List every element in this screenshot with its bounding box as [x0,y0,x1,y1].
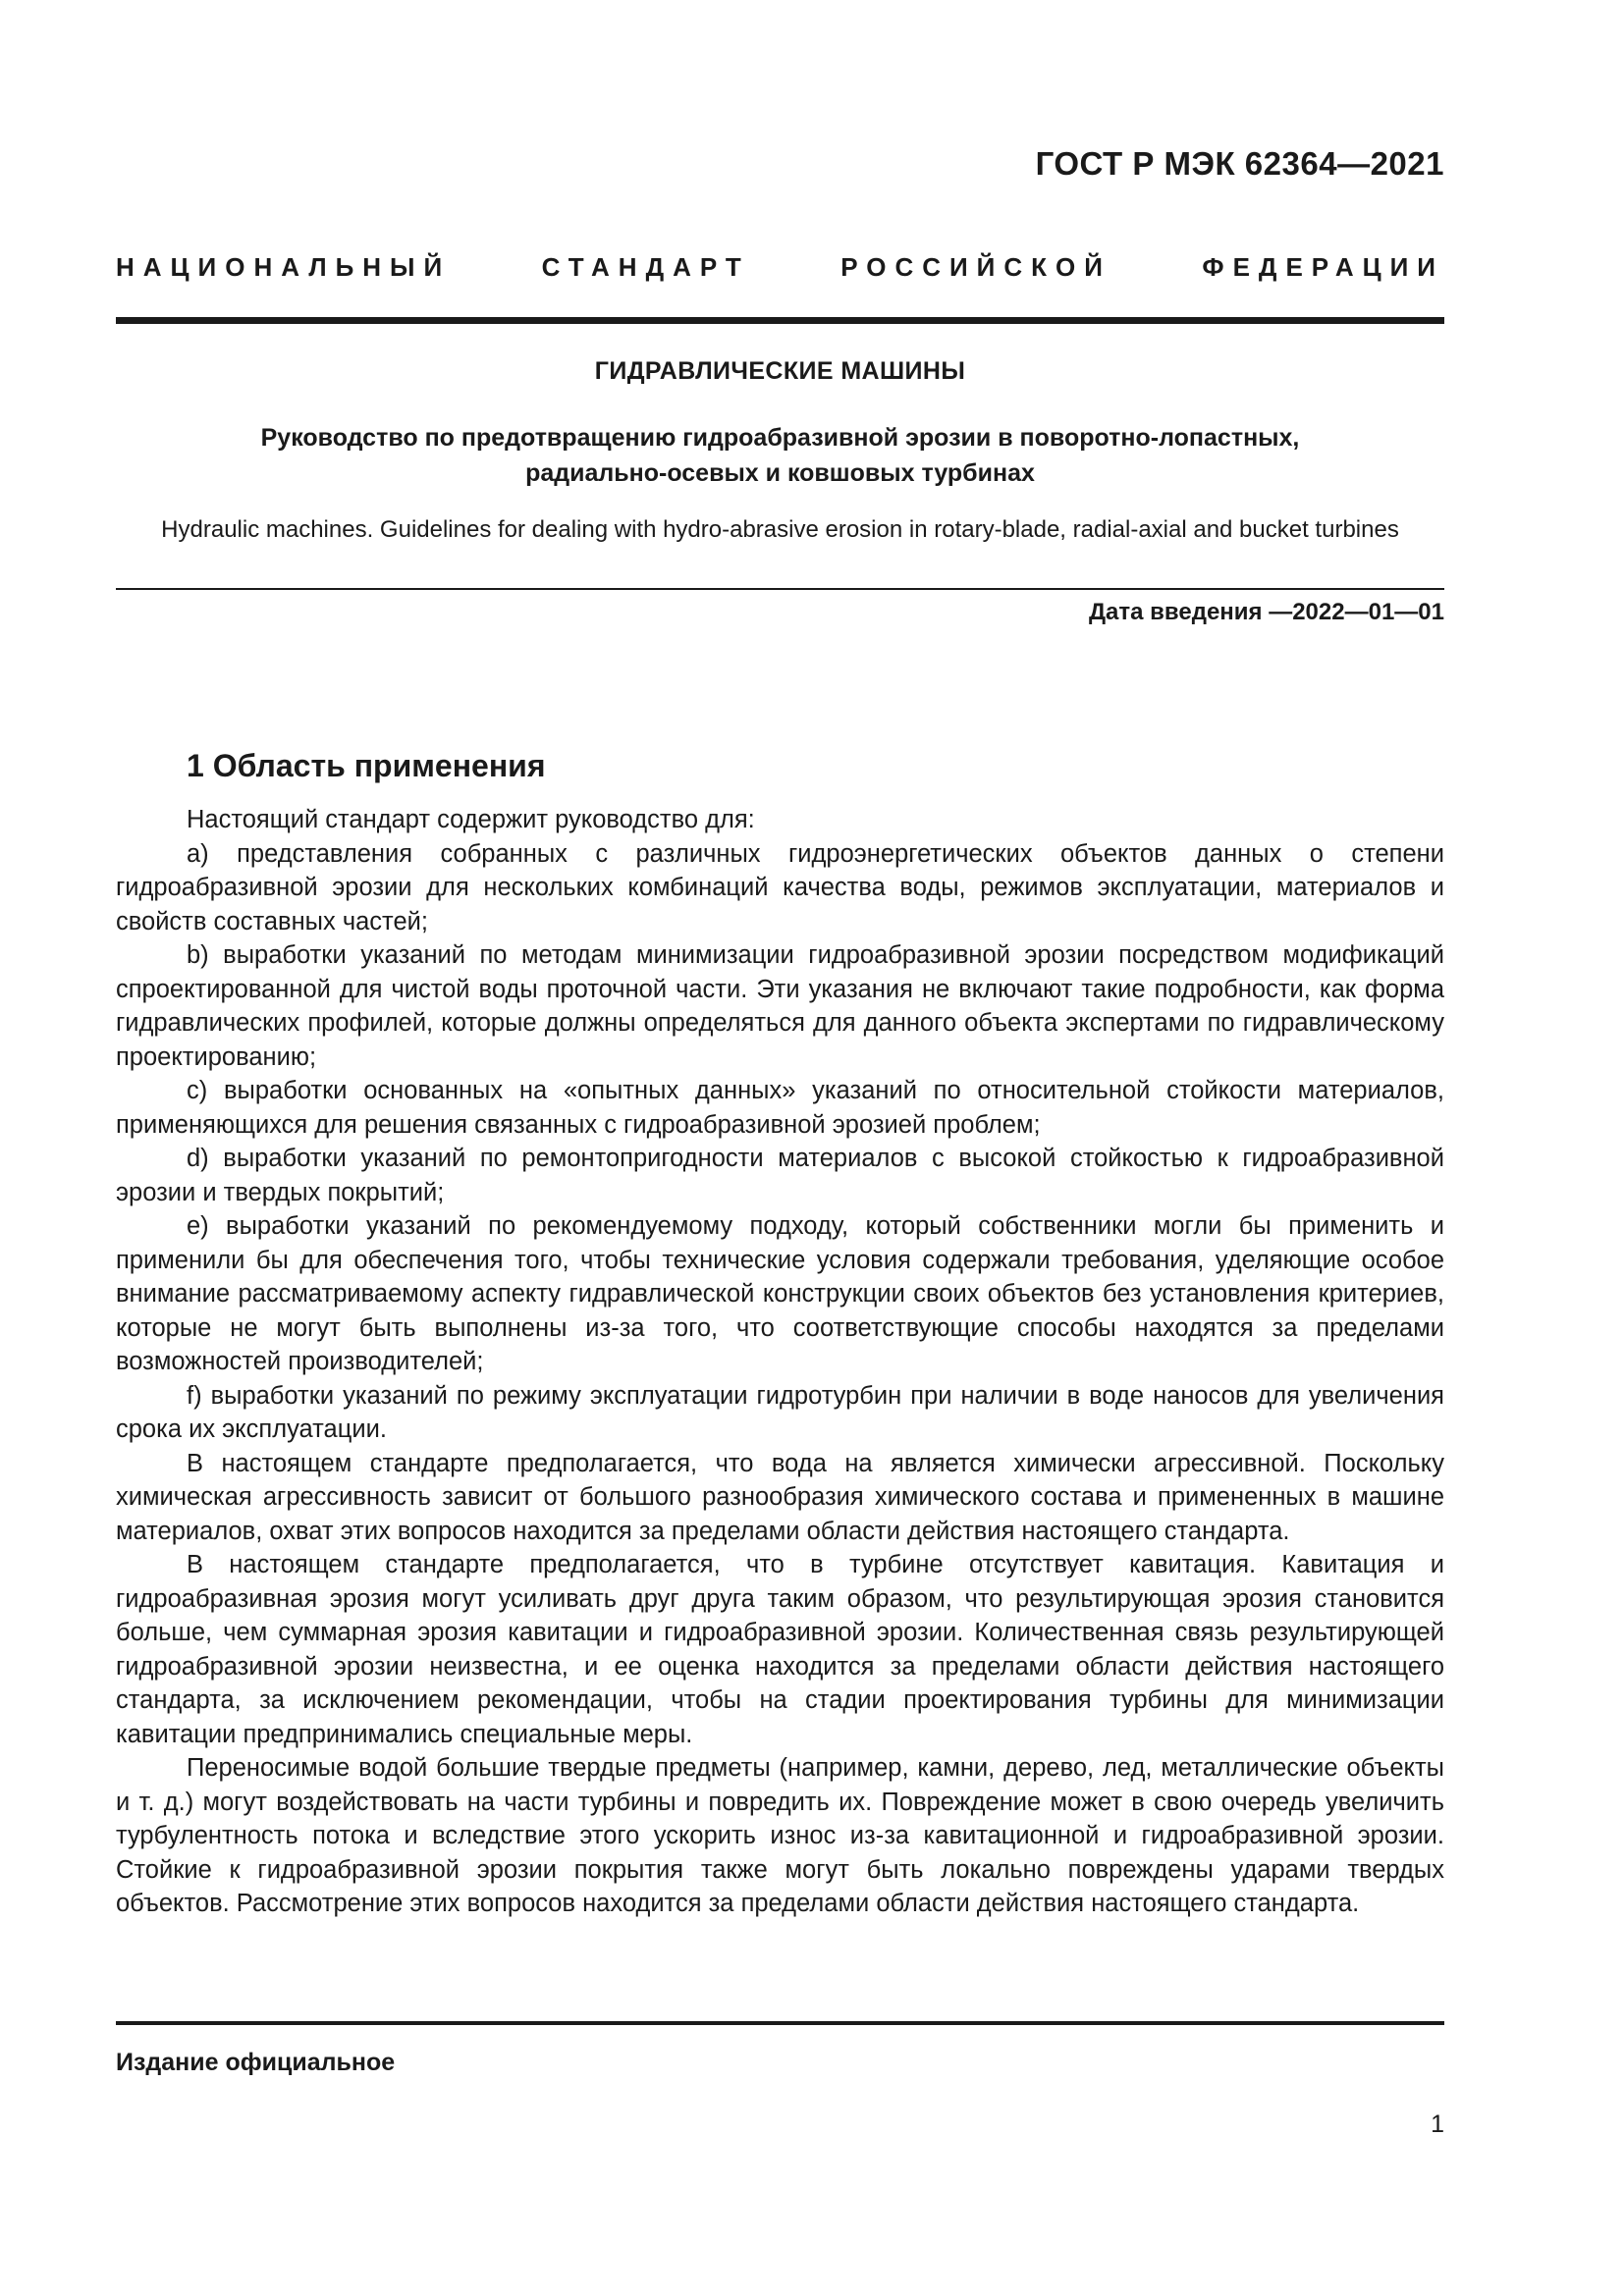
introduction-date: Дата введения —2022—01—01 [1088,599,1444,625]
header-divider [116,317,1444,324]
paragraph: a) представления собранных с различных гидроэнергетических объектов данных о степени гидроабразивной эрозии для нескольких комбинаций качества воды, режимов эксплуатации, материалов и свойств составных частей; [116,839,1444,935]
subtitle-line-1: Руководство по предотвращению гидроабразивной эрозии в поворотно-лопастных, [260,424,1300,452]
document-subtitle [116,420,1444,491]
paragraph: В настоящем стандарте предполагается, что в турбине отсутствует кавитация. Кавитация и гидроабразивная эрозия могут усиливать друг друга таким образом, что результирующая эрозия становится больше, чем суммарная эрозия кавитации и гидроабразивной эрозии. Количественная связь результирующей гидроабразивной эрозии неизвестна, и ее оценка находится за пределами области действия настоящего стандарта, за исключением рекомендации, чтобы на стадии проектирования турбины для минимизации кавитации предпринимались специальные меры. [116,1551,1444,1748]
paragraph: Настоящий стандарт содержит руководство для: [187,806,755,833]
edition-label: Издание официальное [116,2049,396,2076]
paragraph: c) выработки основанных на «опытных данных» указаний по относительной стойкости материалов, применяющихся для решения связанных с гидроабразивной эрозией проблем; [116,1077,1444,1139]
paragraph: f) выработки указаний по режиму эксплуатации гидротурбин при наличии в воде наносов для увеличения срока их эксплуатации. [116,1381,1444,1443]
section-body [116,803,1444,1921]
section-heading: 1 Область применения [187,748,546,783]
footer-divider [116,2021,1444,2025]
document-title: ГИДРАВЛИЧЕСКИЕ МАШИНЫ [594,357,966,385]
standard-code: ГОСТ Р МЭК 62364—2021 [1035,145,1444,182]
national-standard-banner: НАЦИОНАЛЬНЫЙ СТАНДАРТ РОССИЙСКОЙ ФЕДЕРАЦИИ [116,252,1444,282]
page-number: 1 [1431,2110,1444,2138]
english-title: Hydraulic machines. Guidelines for dealing with hydro-abrasive erosion in rotary-blade, radial-axial and bucket turbines [161,516,1399,543]
paragraph: Переносимые водой большие твердые предметы (например, камни, дерево, лед, металлические объекты и т. д.) могут воздействовать на части турбины и повредить их. Повреждение может в свою очередь увеличить турбулентность потока и вследствие этого ускорить износ из-за кавитационной и гидроабразивной эрозии. Стойкие к гидроабразивной эрозии покрытия также могут быть локально повреждены ударами твердых объектов. Рассмотрение этих вопросов находится за пределами области действия настоящего стандарта. [116,1754,1444,1917]
paragraph: e) выработки указаний по рекомендуемому подходу, который собственники могли бы применить и применили бы для обеспечения того, чтобы технические условия содержали требования, уделяющие особое внимание рассматриваемому аспекту гидравлической конструкции своих объектов без установления критериев, которые не могут быть выполнены из-за того, что соответствующие способы находятся за пределами возможностей производителей; [116,1212,1444,1375]
paragraph: b) выработки указаний по методам минимизации гидроабразивной эрозии посредством модификаций спроектированной для чистой воды проточной части. Эти указания не включают такие подробности, как форма гидравлических профилей, которые должны определяться для данного объекта экспертами по гидравлическому проектированию; [116,941,1444,1071]
subtitle-line-2: радиально-осевых и ковшовых турбинах [525,459,1035,487]
paragraph: d) выработки указаний по ремонтопригодности материалов с высокой стойкостью к гидроабразивной эрозии и твердых покрытий; [116,1145,1444,1206]
paragraph: В настоящем стандарте предполагается, что вода на является химически агрессивной. Поскольку химическая агрессивность зависит от большого разнообразия химического состава и примененных в машине материалов, охват этих вопросов находится за пределами области действия настоящего стандарта. [116,1449,1444,1545]
title-divider [116,588,1444,590]
